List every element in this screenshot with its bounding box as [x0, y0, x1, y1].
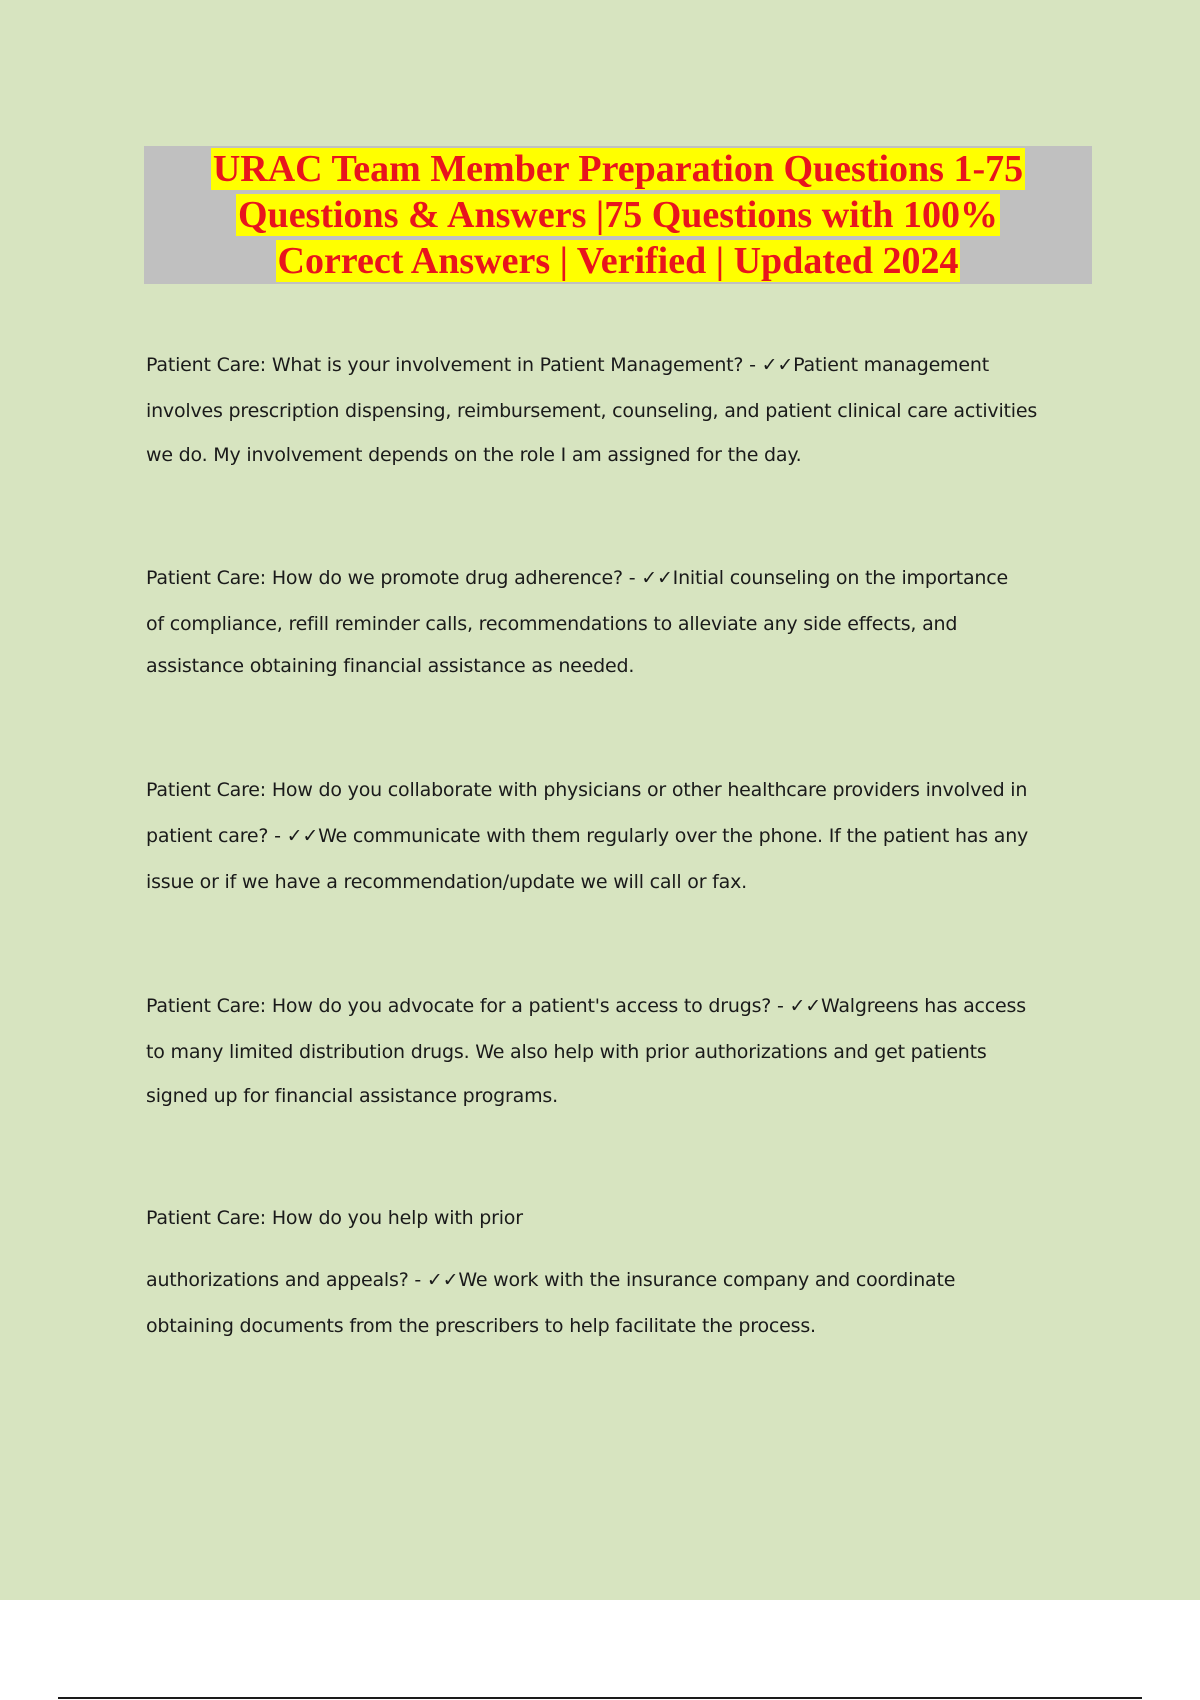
qa-line: issue or if we have a recommendation/update we will call or fax. — [146, 871, 747, 893]
qa-line: Patient Care: How do you help with prior — [146, 1207, 523, 1229]
title-line-1: URAC Team Member Preparation Questions 1-75 — [212, 148, 1024, 190]
qa-line: to many limited distribution drugs. We also help with prior authorizations and get patients — [146, 1041, 987, 1063]
qa-line: obtaining documents from the prescribers to help facilitate the process. — [146, 1315, 816, 1337]
qa-item-4 — [146, 993, 1086, 1109]
qa-line: authorizations and appeals? - ✓✓We work with the insurance company and coordinate — [146, 1269, 956, 1291]
document-title — [144, 146, 1092, 284]
qa-line: Patient Care: How do you advocate for a patient's access to drugs? - ✓✓Walgreens has access — [146, 995, 1026, 1017]
qa-line: Patient Care: How do we promote drug adherence? - ✓✓Initial counseling on the importance — [146, 567, 1009, 589]
qa-item-1 — [146, 352, 1086, 468]
qa-line: we do. My involvement depends on the role I am assigned for the day. — [146, 444, 802, 466]
qa-line: of compliance, refill reminder calls, recommendations to alleviate any side effects, and — [146, 613, 958, 635]
qa-line: signed up for financial assistance programs. — [146, 1085, 558, 1107]
title-line-2: Questions & Answers |75 Questions with 100% — [238, 194, 998, 236]
title-line-3: Correct Answers | Verified | Updated 2024 — [277, 240, 959, 282]
qa-line: Patient Care: How do you collaborate with physicians or other healthcare providers involved in — [146, 779, 1028, 801]
qa-line: Patient Care: What is your involvement in Patient Management? - ✓✓Patient management — [146, 354, 989, 376]
qa-line: involves prescription dispensing, reimbursement, counseling, and patient clinical care activities — [146, 400, 1038, 422]
qa-item-2 — [146, 565, 1086, 679]
footer-divider — [58, 1697, 1142, 1699]
qa-item-3 — [146, 777, 1086, 895]
qa-line: assistance obtaining financial assistance as needed. — [146, 655, 635, 677]
qa-item-5 — [146, 1205, 1086, 1339]
qa-line: patient care? - ✓✓We communicate with them regularly over the phone. If the patient has any — [146, 825, 1029, 847]
